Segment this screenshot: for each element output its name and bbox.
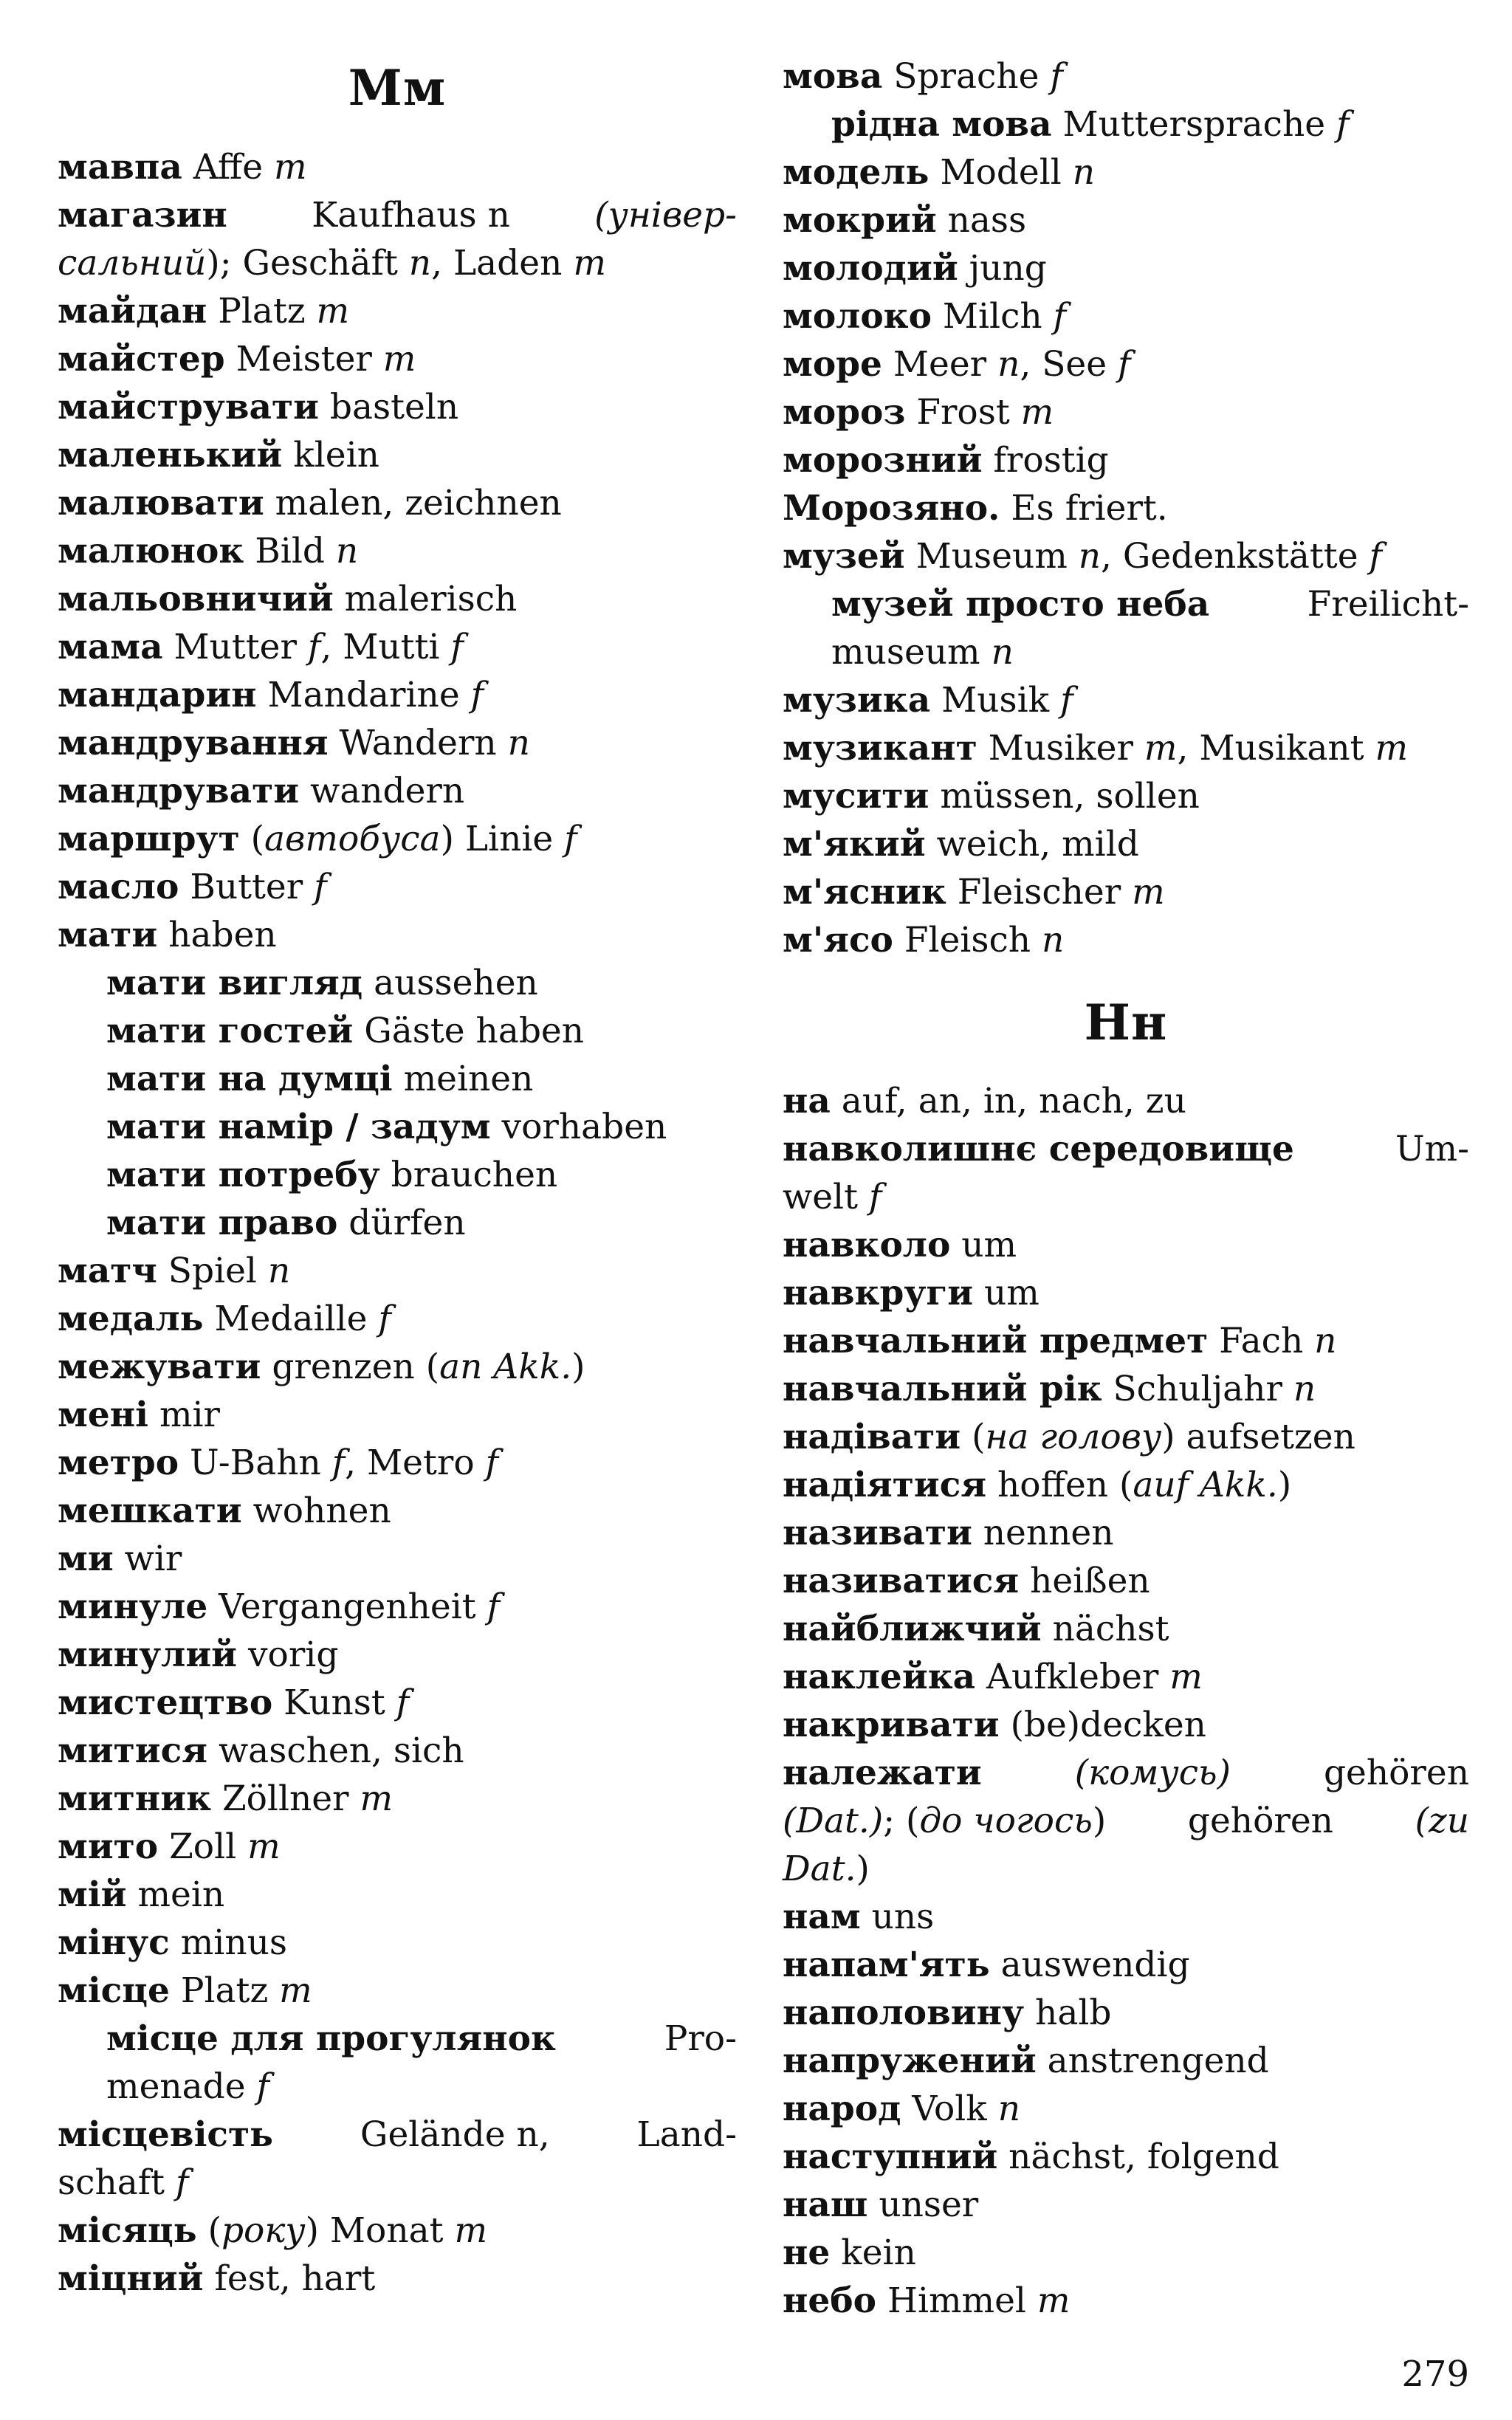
entry-continuation: museum n: [831, 632, 1014, 673]
entry: мистецтво Kunst f: [58, 1682, 410, 1723]
entry: митися waschen, sich: [58, 1730, 464, 1771]
entry: мандрувати wandern: [58, 771, 465, 811]
entry: напам'ять auswendig: [783, 1945, 1190, 1985]
entry: мова Sprache f: [783, 56, 1063, 97]
entry: належати (комусь) gehören: [783, 1753, 1469, 1793]
entry-continuation: welt f: [783, 1177, 882, 1217]
entry: навколишнє середовище Um-: [783, 1129, 1469, 1169]
entry-continuation: (Dat.); (до чогось) gehören (zu: [783, 1801, 1469, 1841]
entry: напружений anstrengend: [783, 2041, 1269, 2081]
subentry: місце для прогулянок Pro-: [106, 2018, 737, 2059]
entry: навкруги um: [783, 1273, 1040, 1313]
entry: нам uns: [783, 1897, 935, 1937]
entry: мешкати wohnen: [58, 1491, 391, 1531]
entry: на auf, an, in, nach, zu: [783, 1081, 1186, 1121]
entry: митник Zöllner m: [58, 1778, 394, 1819]
entry: навколо um: [783, 1225, 1017, 1265]
entry: музика Musik f: [783, 680, 1073, 721]
entry: межувати grenzen (an Akk.): [58, 1347, 585, 1387]
entry-continuation: schaft f: [58, 2162, 189, 2203]
entry: морозний frostig: [783, 440, 1109, 481]
entry: минулий vorig: [58, 1634, 339, 1675]
entry: мито Zoll m: [58, 1826, 281, 1867]
entry: музей Museum n, Gedenkstätte f: [783, 536, 1382, 577]
entry: майдан Platz m: [58, 291, 350, 331]
entry: медаль Medaille f: [58, 1299, 391, 1339]
entry: маршрут (автобуса) Linie f: [58, 819, 577, 859]
entry: музикант Musiker m, Musikant m: [783, 728, 1409, 769]
entry: не kein: [783, 2232, 916, 2273]
entry: наш unser: [783, 2184, 979, 2225]
entry: навчальний рік Schuljahr n: [783, 1369, 1316, 1409]
subentry: мати гостей Gäste haben: [106, 1011, 585, 1051]
entry: модель Modell n: [783, 152, 1095, 193]
entry-continuation: сальний); Geschäft n, Laden m: [58, 243, 606, 283]
subentry: музей просто неба Freilicht-: [831, 584, 1469, 625]
entry: мандрування Wandern n: [58, 723, 530, 763]
entry: майструвати basteln: [58, 387, 459, 427]
entry: м'який weich, mild: [783, 824, 1139, 864]
subentry: рідна мова Muttersprache f: [831, 104, 1350, 145]
entry: метро U-Bahn f, Metro f: [58, 1443, 498, 1483]
subentry: мати право dürfen: [106, 1203, 466, 1243]
subentry: мати вигляд aussehen: [106, 963, 538, 1003]
entry: м'ясник Fleischer m: [783, 872, 1165, 912]
entry: маленький klein: [58, 435, 379, 475]
entry: Морозяно. Es friert.: [783, 488, 1168, 529]
entry: море Meer n, See f: [783, 344, 1131, 385]
entry: мокрий nass: [783, 200, 1027, 241]
entry: мінус minus: [58, 1922, 287, 1963]
page-number: 279: [1401, 2354, 1469, 2395]
entry: називатися heißen: [783, 1561, 1150, 1601]
entry-continuation: Dat.): [783, 1849, 870, 1889]
entry: надівати (на голову) aufsetzen: [783, 1417, 1355, 1457]
entry: мальовничий malerisch: [58, 579, 518, 619]
entry: міцний fest, hart: [58, 2258, 376, 2299]
section-heading-m: Мм: [348, 59, 447, 117]
entry: мати haben: [58, 915, 277, 955]
entry: наполовину halb: [783, 1993, 1112, 2033]
entry: мандарин Mandarine f: [58, 675, 484, 715]
entry: малюнок Bild n: [58, 531, 359, 571]
subentry: мати на думці meinen: [106, 1059, 534, 1099]
entry: м'ясо Fleisch n: [783, 920, 1065, 960]
entry: народ Volk n: [783, 2089, 1021, 2129]
entry: навчальний предмет Fach n: [783, 1321, 1337, 1361]
entry: молодий jung: [783, 248, 1047, 289]
entry: місяць (року) Monat m: [58, 2210, 488, 2251]
entry: матч Spiel n: [58, 1251, 291, 1291]
entry: мама Mutter f, Mutti f: [58, 627, 464, 667]
entry: мені mir: [58, 1395, 221, 1435]
entry: небо Himmel m: [783, 2280, 1071, 2321]
entry: мороз Frost m: [783, 392, 1054, 433]
subentry: мати потребу brauchen: [106, 1155, 558, 1195]
entry: ми wir: [58, 1539, 182, 1579]
entry: мавпа Affe m: [58, 147, 307, 188]
entry: наклейка Aufkleber m: [783, 1657, 1203, 1697]
entry: молоко Milch f: [783, 296, 1067, 337]
entry: місцевість Gelände n, Land-: [58, 2114, 737, 2155]
entry: мій mein: [58, 1874, 225, 1915]
entry: наступний nächst, folgend: [783, 2137, 1279, 2177]
entry: надіятися hoffen (auf Akk.): [783, 1465, 1292, 1505]
entry: місце Platz m: [58, 1970, 312, 2011]
entry-continuation: menade f: [106, 2066, 269, 2107]
entry: накривати (be)decken: [783, 1705, 1206, 1745]
entry: магазин Kaufhaus n (універ-: [58, 195, 737, 236]
entry: найближчий nächst: [783, 1609, 1169, 1649]
entry: мусити müssen, sollen: [783, 776, 1200, 817]
section-heading-n: Нн: [1084, 994, 1168, 1051]
entry: майстер Meister m: [58, 339, 416, 379]
entry: називати nennen: [783, 1513, 1114, 1553]
subentry: мати намір / задум vorhaben: [106, 1107, 667, 1147]
entry: масло Butter f: [58, 867, 327, 907]
entry: минуле Vergangenheit f: [58, 1587, 500, 1627]
entry: малювати malen, zeichnen: [58, 483, 562, 523]
